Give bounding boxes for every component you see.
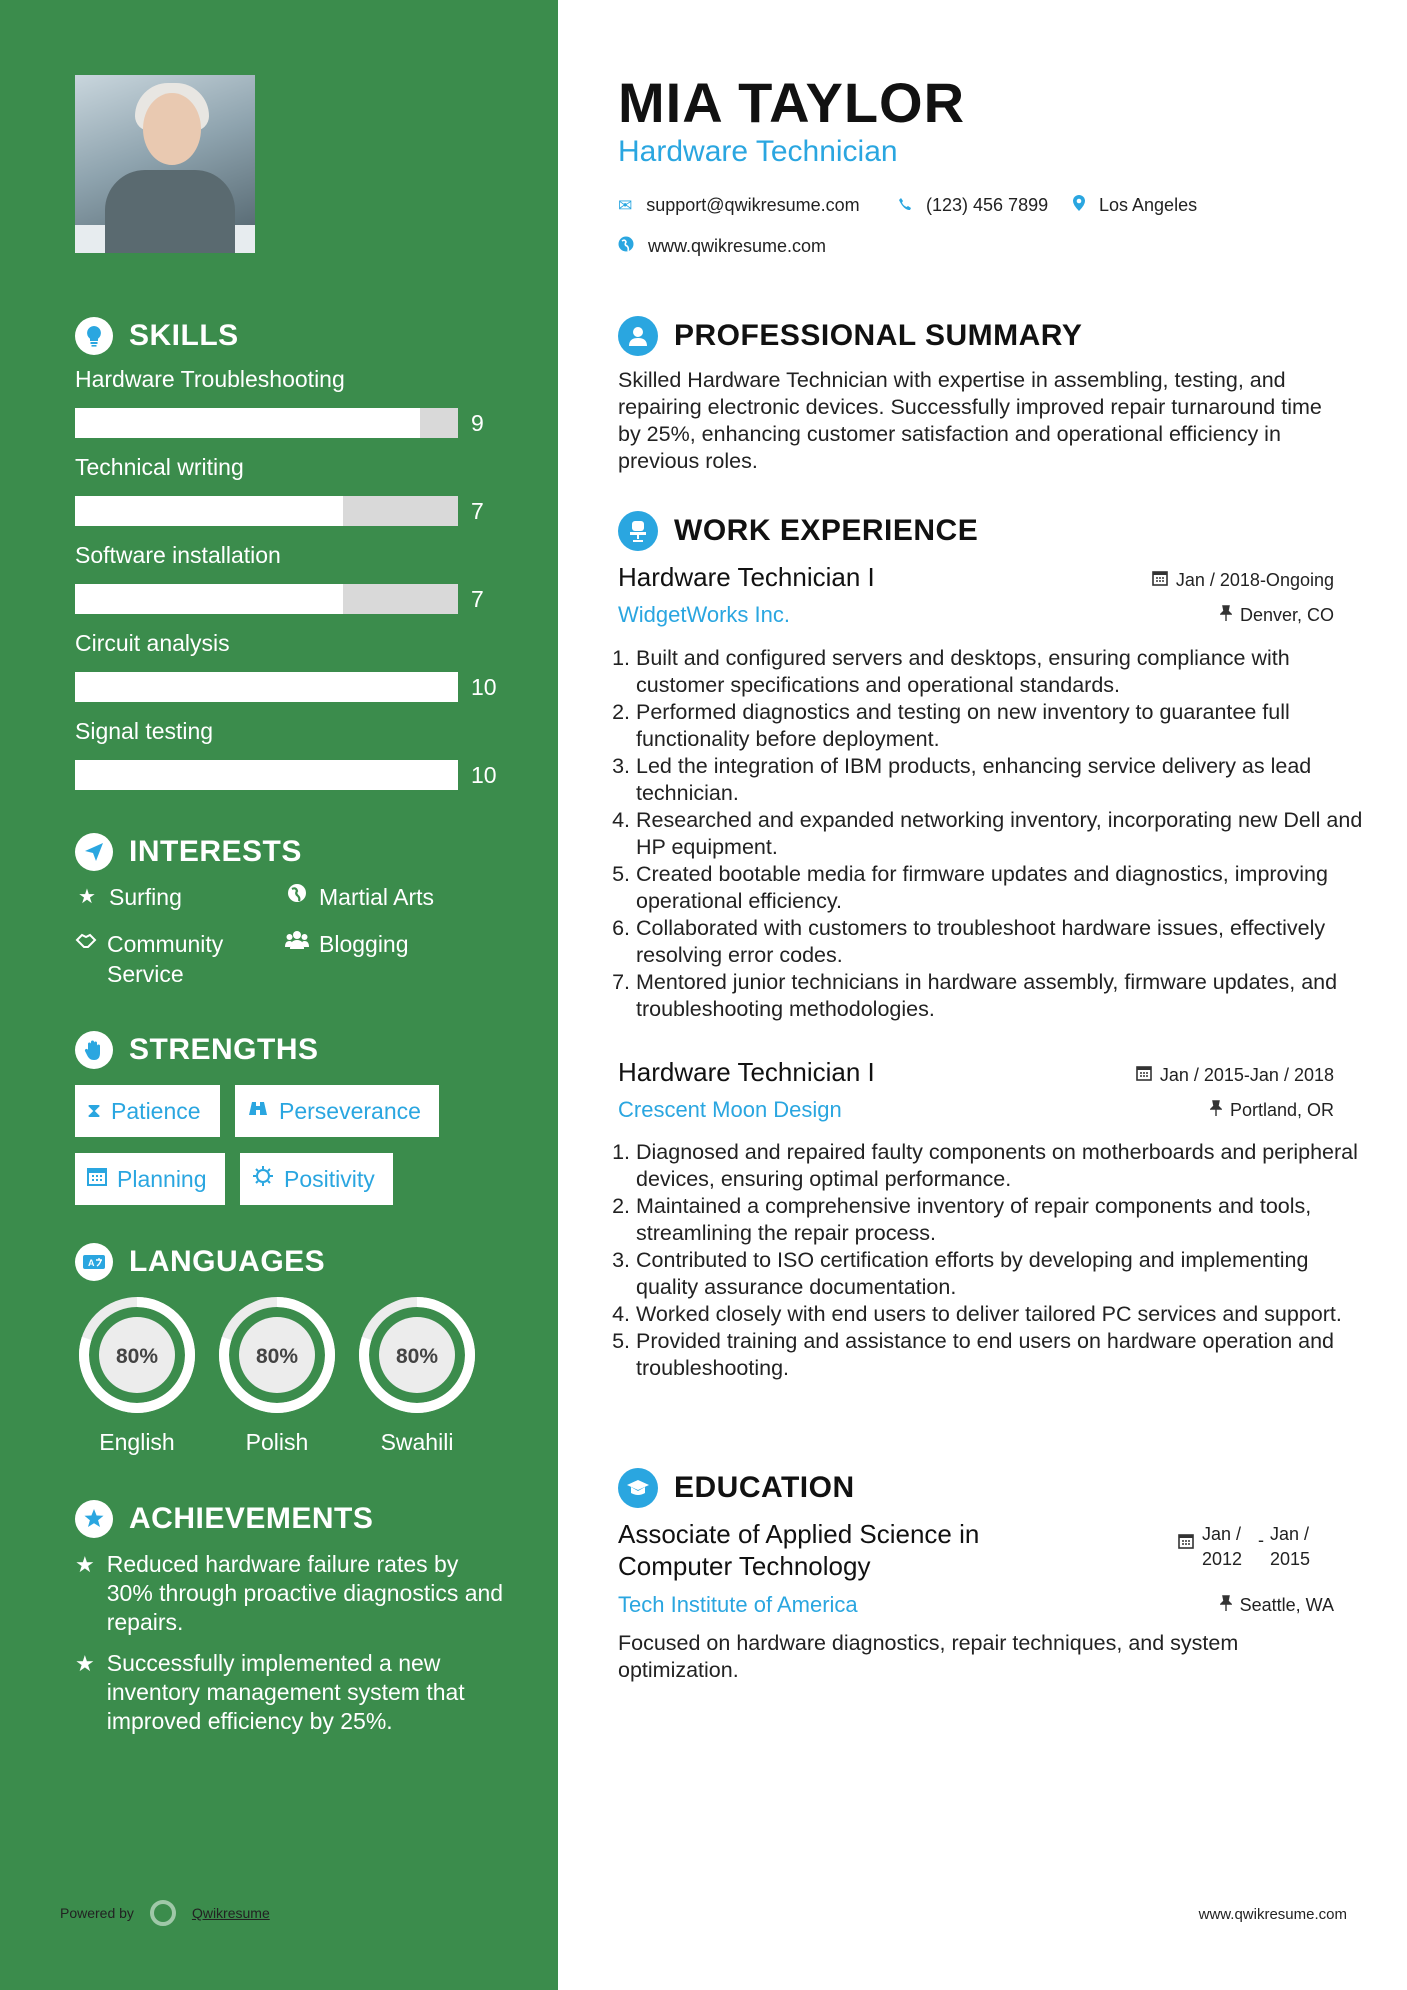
duty-item: 6. Collaborated with customers to troubleshoot hardware issues, effectively resolving error codes.	[636, 915, 1376, 969]
skills-heading: SKILLS	[75, 316, 239, 356]
language-item	[75, 1293, 199, 1456]
summary-heading: PROFESSIONAL SUMMARY	[618, 316, 1082, 356]
job-location: Portland, OR	[1210, 1100, 1334, 1121]
achievements-heading: ACHIEVEMENTS	[75, 1499, 373, 1539]
pushpin-icon	[1220, 605, 1232, 626]
job-dates: Jan / 2015-Jan / 2018	[1136, 1065, 1334, 1086]
calendar-icon	[87, 1166, 107, 1192]
strength-badge: Perseverance	[235, 1085, 439, 1137]
company-name: WidgetWorks Inc.	[618, 602, 790, 627]
duty-item: 1. Built and configured servers and desktops, ensuring compliance with customer specifications and operational standards.	[636, 645, 1376, 699]
user-icon	[618, 316, 658, 356]
skill-name: Technical writing	[75, 454, 244, 480]
sidebar	[0, 0, 558, 1990]
language-percent: 80%	[395, 1345, 439, 1368]
language-name: English	[99, 1429, 175, 1455]
skill-bar	[75, 408, 458, 438]
skill-bar	[75, 760, 458, 790]
profile-photo	[75, 75, 255, 253]
skill-bar	[75, 496, 458, 526]
interest-item: Blogging	[285, 929, 409, 959]
summary-text: Skilled Hardware Technician with expertise in assembling, testing, and repairing electronic devices. Successfully improved repair turnaround time by 25%, enhancing customer satisfaction and operational efficiency in previous roles.	[618, 368, 1322, 473]
lightbulb-icon	[75, 317, 113, 355]
job-title: Hardware Technician I	[618, 1057, 875, 1087]
skill-bar	[75, 672, 458, 702]
skill-bar-fill	[75, 408, 420, 438]
experience-heading: WORK EXPERIENCE	[618, 511, 978, 551]
interest-item: ★ Surfing	[75, 882, 182, 912]
globe-icon	[285, 882, 309, 912]
qwikresume-logo-icon	[150, 1900, 176, 1926]
candidate-role: Hardware Technician	[618, 135, 898, 168]
phone-icon	[898, 196, 912, 216]
star-icon: ★	[78, 886, 96, 908]
interests-heading: INTERESTS	[75, 832, 302, 872]
skill-item	[75, 454, 505, 524]
duty-item: 5. Provided training and assistance to end users on hardware operation and troubleshooting.	[636, 1328, 1376, 1382]
skill-item	[75, 366, 505, 436]
calendar-icon	[1178, 1532, 1194, 1557]
star-hand-icon: ★	[75, 1651, 95, 1676]
skill-item	[75, 542, 505, 612]
language-item	[355, 1293, 479, 1456]
language-name: Polish	[245, 1429, 309, 1455]
strength-badge: ⧗ Patience	[75, 1085, 220, 1137]
footer-website[interactable]: www.qwikresume.com	[1198, 1906, 1347, 1923]
school-name: Tech Institute of America	[618, 1592, 858, 1617]
svg-text:A: A	[88, 1258, 95, 1268]
calendar-icon	[1152, 570, 1168, 591]
duty-item: 2. Maintained a comprehensive inventory of repair components and tools, streamlining the repair process.	[636, 1193, 1376, 1247]
powered-by: Powered by Qwikresume	[60, 1900, 270, 1926]
contact-email[interactable]: ✉ support@qwikresume.com	[618, 195, 860, 215]
achievement-item: ★ Reduced hardware failure rates by 30% through proactive diagnostics and repairs.	[75, 1551, 504, 1635]
skill-value: 9	[471, 410, 484, 436]
job-location: Denver, CO	[1220, 605, 1334, 626]
skill-value: 7	[471, 586, 484, 612]
envelope-icon: ✉	[618, 195, 633, 215]
language-percent: 80%	[115, 1345, 159, 1368]
skill-bar-fill	[75, 496, 343, 526]
map-pin-icon	[1073, 195, 1085, 216]
skill-value: 10	[471, 674, 497, 700]
degree-title: Associate of Applied Science in Computer Technology	[618, 1519, 980, 1581]
skill-bar	[75, 584, 458, 614]
duty-item: 3. Contributed to ISO certification efforts by developing and implementing quality assurance documentation.	[636, 1247, 1376, 1301]
language-progress-ring	[355, 1293, 479, 1417]
education-description: Focused on hardware diagnostics, repair techniques, and system optimization.	[618, 1631, 1239, 1682]
contact-website[interactable]: www.qwikresume.com	[618, 236, 826, 257]
language-item	[215, 1293, 339, 1456]
job-dates: Jan / 2018-Ongoing	[1152, 570, 1334, 591]
skill-item	[75, 718, 505, 788]
binoculars-icon	[247, 1099, 269, 1123]
education-location: Seattle, WA	[1220, 1595, 1334, 1616]
brand-link[interactable]: Qwikresume	[191, 1905, 270, 1921]
main-content	[558, 0, 1407, 1990]
candidate-name: MIA TAYLOR	[618, 71, 966, 134]
language-progress-ring	[215, 1293, 339, 1417]
strength-badge: Planning	[75, 1153, 225, 1205]
skill-name: Software installation	[75, 542, 281, 568]
strengths-heading: STRENGTHS	[75, 1030, 319, 1070]
skill-bar-fill	[75, 584, 343, 614]
language-icon	[75, 1243, 113, 1281]
award-star-icon	[75, 1500, 113, 1538]
hourglass-icon: ⧗	[87, 1099, 102, 1122]
achievement-item: ★ Successfully implemented a new inventory management system that improved efficiency by 25%.	[75, 1650, 465, 1734]
sun-icon	[252, 1165, 274, 1193]
globe-icon	[618, 236, 634, 257]
language-name: Swahili	[380, 1429, 454, 1455]
skill-name: Hardware Troubleshooting	[75, 366, 345, 392]
skill-bar-fill	[75, 672, 458, 702]
duty-item: 7. Mentored junior technicians in hardware assembly, firmware updates, and troubleshooting methodologies.	[636, 969, 1376, 1023]
star-hand-icon: ★	[75, 1552, 95, 1577]
skill-name: Signal testing	[75, 718, 214, 744]
company-name: Crescent Moon Design	[618, 1097, 842, 1122]
graduation-cap-icon	[618, 1468, 658, 1508]
hand-icon	[75, 1031, 113, 1069]
languages-heading: A LANGUAGES	[75, 1242, 325, 1282]
paper-plane-icon	[75, 833, 113, 871]
contact-location: Los Angeles	[1073, 195, 1197, 216]
job-duties	[618, 1139, 1376, 1382]
skill-item	[75, 630, 505, 700]
education-dates: Jan / 2012 - Jan / 2015	[1178, 1522, 1310, 1572]
strength-badge: Positivity	[240, 1153, 393, 1205]
users-icon	[285, 929, 309, 959]
duty-item: 1. Diagnosed and repaired faulty components on motherboards and peripheral devices, ensuring optimal performance.	[636, 1139, 1376, 1193]
language-progress-ring	[75, 1293, 199, 1417]
skill-name: Circuit analysis	[75, 630, 230, 656]
language-percent: 80%	[255, 1345, 299, 1368]
handshake-icon	[75, 929, 97, 959]
interest-item: Martial Arts	[285, 882, 434, 912]
duty-item: 5. Created bootable media for firmware updates and diagnostics, improving operational efficiency.	[636, 861, 1376, 915]
pushpin-icon	[1220, 1595, 1232, 1616]
job-duties	[618, 645, 1376, 1023]
education-heading: EDUCATION	[618, 1468, 855, 1508]
duty-item: 2. Performed diagnostics and testing on new inventory to guarantee full functionality before deployment.	[636, 699, 1376, 753]
skill-value: 7	[471, 498, 484, 524]
duty-item: 3. Led the integration of IBM products, enhancing service delivery as lead technician.	[636, 753, 1376, 807]
job-title: Hardware Technician I	[618, 562, 875, 592]
duty-item: 4. Worked closely with end users to deliver tailored PC services and support.	[636, 1301, 1376, 1328]
calendar-icon	[1136, 1065, 1152, 1086]
duty-item: 4. Researched and expanded networking inventory, incorporating new Dell and HP equipment.	[636, 807, 1376, 861]
chair-icon	[618, 511, 658, 551]
contact-phone[interactable]: (123) 456 7899	[898, 195, 1048, 216]
pushpin-icon	[1210, 1100, 1222, 1121]
skill-bar-fill	[75, 760, 458, 790]
interest-item: Community Service	[75, 929, 265, 989]
skill-value: 10	[471, 762, 497, 788]
